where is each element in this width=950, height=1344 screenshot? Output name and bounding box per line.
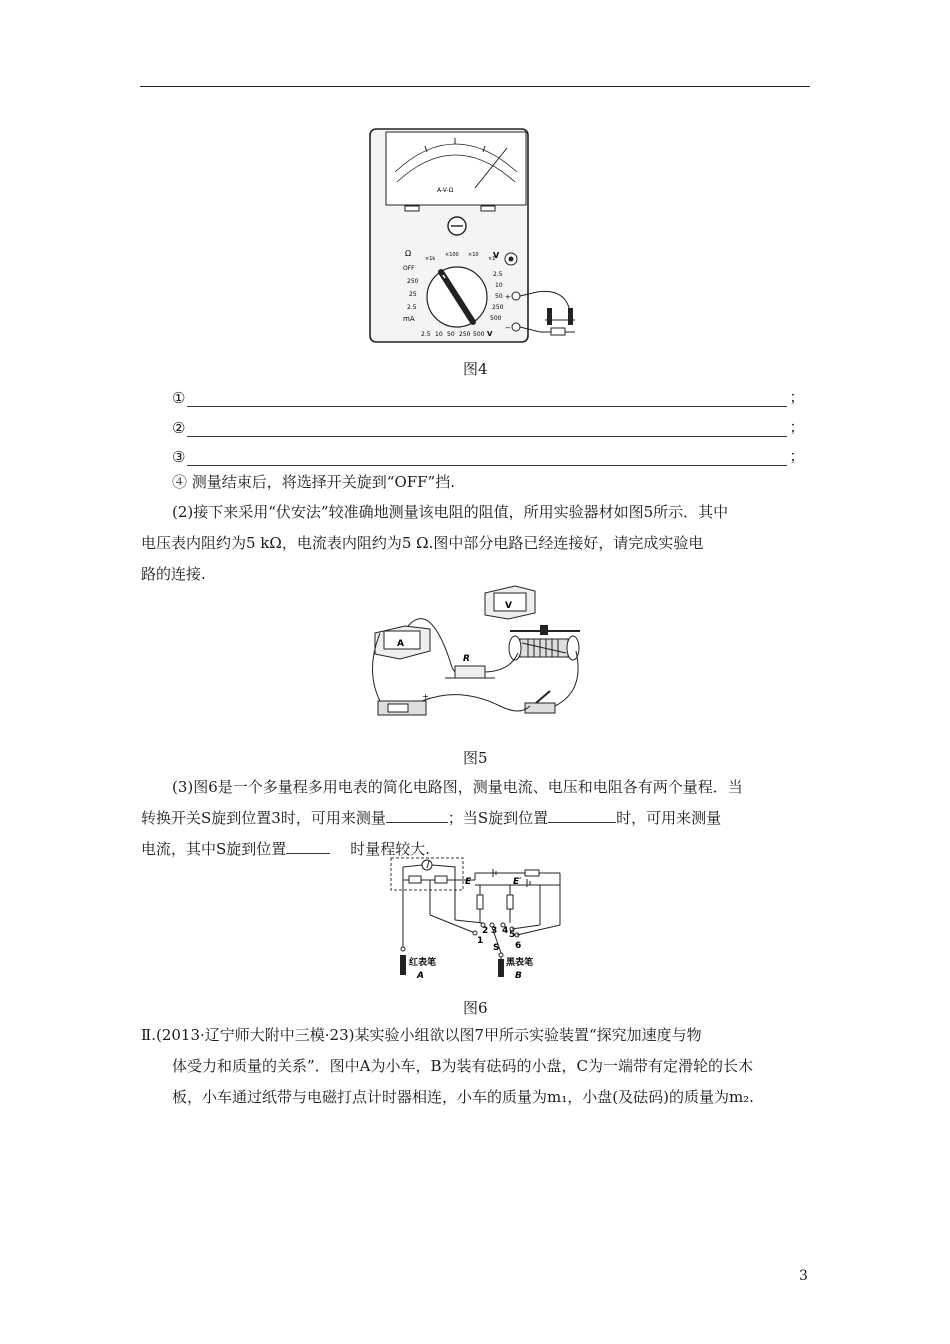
right-label-3: 250 [492,304,504,311]
figure-6-circuit [385,855,575,985]
right-label-1: 10 [495,282,503,289]
switch-pos-4: 4 [502,926,509,936]
item-4: ④ 测量结束后，将选择开关旋到“OFF”挡. [172,473,455,491]
blank-line-2 [172,416,804,437]
switch-pos-3: 3 [491,926,498,936]
part2-line2: 电压表内阻约为5 kΩ，电流表内阻约为5 Ω.图中部分电路已经连接好，请完成实验电 [141,534,704,552]
ohm-range-1: ×1 [488,256,496,262]
part-ii-line3: 板，小车通过纸带与电磁打点计时器相连，小车的质量为m₁，小盘(及砝码)的质量为m₂. [172,1088,754,1106]
switch-pos-5: 5 [509,930,516,940]
bottom-label-4: 500 [473,331,485,338]
dial-text: A-V-Ω [437,187,454,194]
blank-end-3: ； [789,447,805,465]
right-label-2: 50 [495,293,503,300]
ohm-range-10: ×10 [468,252,479,258]
blank-end-2: ； [789,418,805,436]
ohm-range-1k: ×1k [425,256,436,262]
page-number: 3 [799,1268,808,1284]
answer-blank-2[interactable] [187,422,787,437]
part3-line2 [141,803,721,834]
bottom-label-3: 250 [459,331,471,338]
minus-terminal: − [505,324,511,332]
figure-6-caption: 图6 [463,999,488,1017]
figure-5-caption: 图5 [463,749,488,767]
right-label-4: 500 [490,315,502,322]
switch-pos-6: 6 [515,941,522,951]
blank-num-2: ② [172,419,186,437]
bottom-label-1: 10 [435,331,443,338]
left-label-250: 250 [407,278,419,285]
answer-blank-position3[interactable] [386,808,448,823]
left-label-25: 25 [409,291,417,298]
plus-terminal: + [505,293,511,301]
blank-num-1: ① [172,389,186,407]
left-label-off: OFF [403,265,415,272]
figure-5-apparatus [360,581,590,726]
blank-num-3: ③ [172,448,186,466]
part3-line3b: 时量程较大. [350,840,431,858]
black-probe-letter: B [515,971,522,981]
part3-line2c: 时，可用来测量 [616,809,722,827]
ma-label: mA [403,315,415,323]
v-label: V [493,251,500,260]
ohm-range-100: ×100 [445,252,459,258]
part3-line3a: 电流，其中S旋到位置 [141,840,287,858]
red-probe-label: 红表笔 [409,958,437,968]
switch-pos-2: 2 [482,926,489,936]
part2-line1: (2)接下来采用“伏安法”较准确地测量该电阻的阻值，所用实验器材如图5所示．其中 [172,503,729,521]
figure-4-caption: 图4 [463,360,488,378]
resistor-label: R [463,654,470,664]
black-probe-label: 黑表笔 [506,958,534,968]
part3-line2b: ；当S旋到位置 [447,809,549,827]
part-ii-line1: Ⅱ.(2013·辽宁师大附中三模·23)某实验小组欲以图7甲所示实验装置“探究加速度与物 [141,1026,702,1044]
bottom-label-0: 2.5 [421,331,431,338]
switch-s-label: S [493,943,500,953]
part3-line2a: 转换开关S旋到位置3时，可用来测量 [141,809,386,827]
battery-plus: + [422,692,429,701]
blank-line-3 [172,445,804,466]
figure-4-multimeter [365,126,595,348]
blank-end-1: ； [789,388,805,406]
answer-blank-1[interactable] [187,392,787,407]
red-probe-letter: A [417,971,424,981]
emf-e-label: E [465,877,472,887]
ammeter-label: A [397,639,404,649]
answer-blank-larger-range[interactable] [286,839,330,854]
bottom-label-2: 50 [447,331,455,338]
header-rule [140,86,810,87]
blank-line-1 [172,386,804,407]
ohm-label: Ω [405,249,412,258]
answer-blank-current-positions[interactable] [548,808,616,823]
part2-line3: 路的连接. [141,565,206,583]
switch-pos-1: 1 [477,936,484,946]
right-label-0: 2.5 [493,271,503,278]
voltmeter-label: V [505,601,512,611]
part3-line1: (3)图6是一个多量程多用电表的简化电路图，测量电流、电压和电阻各有两个量程．当 [172,778,743,796]
v-bottom-label: V [487,330,493,338]
answer-blank-3[interactable] [187,451,787,466]
left-label-2-5: 2.5 [407,304,417,311]
emf-e-prime-label: E′ [513,877,522,887]
part-ii-line2: 体受力和质量的关系”．图中A为小车，B为装有砝码的小盘，C为一端带有定滑轮的长木 [172,1057,754,1075]
